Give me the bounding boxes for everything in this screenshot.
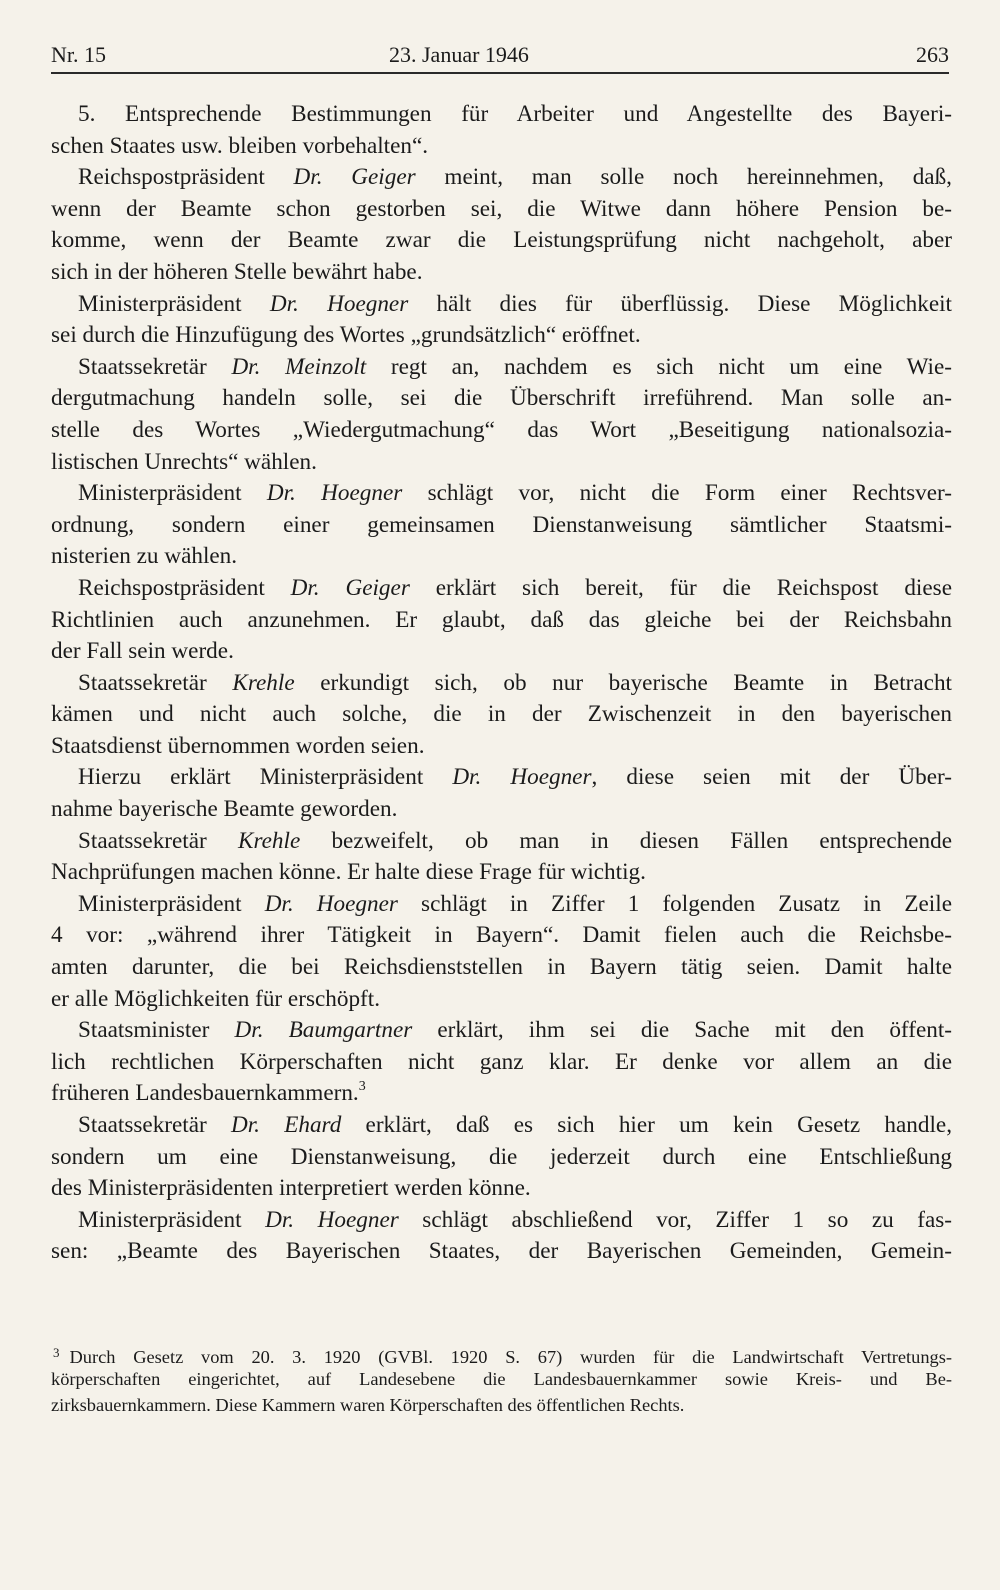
text-segment: 4 vor: „während ihrer Tätigkeit in Bayern“. Damit fielen auch die Reichsbe- [51, 922, 952, 949]
text-line [51, 605, 952, 637]
text-line [51, 194, 952, 226]
text-line [51, 1015, 952, 1047]
footnote-mark: 3 [53, 1345, 60, 1360]
text-line [51, 1078, 952, 1110]
footnote [51, 1340, 952, 1418]
text-line [51, 352, 952, 384]
text-segment: Richtlinien auch anzunehmen. Er glaubt, daß das gleiche bei der Reichsbahn [51, 606, 952, 633]
speaker-name: Dr. Geiger [293, 164, 416, 191]
text-segment: erklärt, ihm sei die Sache mit den öffent- [412, 1017, 953, 1044]
text-segment: bezweifelt, ob man in diesen Fällen entsprechende [300, 827, 953, 854]
text-segment: wenn der Beamte schon gestorben sei, die Witwe dann höhere Pension be- [51, 195, 952, 222]
text-line [51, 1236, 952, 1268]
footnote-line: körperschaften eingerichtet, auf Landesebene die Landesbauernkammer sowie Kreis- und Be- [51, 1369, 952, 1389]
text-segment: Staatsminister [78, 1017, 235, 1044]
footnote-line-text: Durch Gesetz vom 20. 3. 1920 (GVBl. 1920 S. 67) wurden für die Landwirtschaft Vertretungs- [69, 1347, 952, 1367]
page-number: 263 [916, 42, 949, 67]
text-segment: Staatssekretär [78, 669, 233, 696]
text-segment: nisterien zu wählen. [51, 543, 238, 570]
text-segment: Reichspostpräsident [78, 574, 291, 601]
text-line [51, 920, 952, 952]
text-segment: ordnung, sondern einer gemeinsamen Dienstanweisung sämtlicher Staatsmi- [51, 511, 952, 538]
text-line [51, 225, 952, 257]
speaker-name: Dr. Hoegner [452, 764, 592, 791]
text-segment: der Fall sein werde. [51, 638, 234, 665]
speaker-name: Dr. Hoegner [269, 290, 409, 317]
footnote-reference: 3 [358, 1079, 366, 1095]
text-line [51, 383, 952, 415]
text-segment: Staatssekretär [78, 827, 238, 854]
text-segment: meint, man solle noch hereinnehmen, daß, [415, 164, 952, 191]
text-line [51, 131, 952, 163]
text-segment: stelle des Wortes „Wiedergutmachung“ das Wort „Beseitigung nationalsozia- [51, 416, 952, 443]
text-line [51, 510, 952, 542]
text-line [51, 762, 952, 794]
text-segment: lich rechtlichen Körperschaften nicht ganz klar. Er denke vor allem an die [51, 1048, 952, 1075]
body-text [51, 99, 952, 1268]
speaker-name: Dr. Baumgartner [234, 1017, 413, 1044]
text-line [51, 889, 952, 921]
text-segment: Hierzu erklärt Ministerpräsident [78, 764, 453, 791]
text-line [51, 257, 952, 289]
speaker-name: Dr. Geiger [290, 574, 410, 601]
text-line [51, 857, 952, 889]
footnote-line [51, 1340, 952, 1366]
text-line [51, 447, 952, 479]
running-header [51, 40, 949, 76]
footnote-line: zirksbauernkammern. Diese Kammern waren Körperschaften des öffentlichen Rechts. [51, 1395, 685, 1415]
text-segment: früheren Landesbauernkammern. [51, 1080, 359, 1107]
text-segment: regt an, nachdem es sich nicht um eine Wie- [366, 353, 952, 380]
speaker-name: Dr. Ehard [230, 1112, 342, 1138]
speaker-name: Dr. Hoegner [266, 480, 403, 507]
text-segment: Ministerpräsident [78, 480, 267, 507]
text-segment: hält dies für überflüssig. Diese Möglichkeit [408, 290, 952, 317]
text-line [51, 1142, 952, 1174]
text-segment: , diese seien mit der Über- [591, 764, 952, 791]
text-segment: sen: „Beamte des Bayerischen Staates, der Bayerischen Gemeinden, Gemein- [51, 1238, 952, 1265]
header-rule [51, 72, 949, 74]
text-segment: komme, wenn der Beamte zwar die Leistungsprüfung nicht nachgeholt, aber [51, 227, 952, 254]
text-line [51, 668, 952, 700]
text-segment: kämen und nicht auch solche, die in der Zwischenzeit in den bayerischen [51, 701, 952, 728]
text-line [51, 984, 952, 1016]
text-line [51, 1173, 952, 1205]
text-line [51, 636, 952, 668]
text-segment: schen Staates usw. bleiben vorbehalten“. [51, 132, 429, 159]
text-line [51, 1110, 952, 1142]
text-line [51, 99, 952, 131]
text-segment: des Ministerpräsidenten interpretiert werden könne. [51, 1175, 531, 1202]
speaker-name: Dr. Hoegner [265, 1206, 399, 1233]
text-line [51, 573, 952, 605]
text-line [51, 162, 952, 194]
speaker-name: Krehle [232, 669, 295, 696]
text-line [51, 320, 952, 352]
text-line [51, 952, 952, 984]
text-segment: er alle Möglichkeiten für erschöpft. [51, 985, 381, 1012]
text-segment: sei durch die Hinzufügung des Wortes „grundsätzlich“ eröffnet. [51, 322, 641, 349]
text-segment: Staatssekretär [78, 353, 232, 380]
text-segment: Staatssekretär [78, 1112, 231, 1138]
text-segment: Ministerpräsident [78, 1206, 266, 1233]
text-line [51, 541, 952, 573]
text-segment: Nachprüfungen machen könne. Er halte diese Frage für wichtig. [51, 859, 646, 886]
text-segment: schlägt vor, nicht die Form einer Rechtsver- [402, 480, 952, 507]
text-line [51, 289, 952, 321]
text-segment: schlägt in Ziffer 1 folgenden Zusatz in Zeile [397, 890, 952, 917]
text-segment: dergutmachung handeln solle, sei die Überschrift irreführend. Man solle an- [51, 385, 952, 412]
text-line [51, 1205, 952, 1237]
text-segment: Ministerpräsident [78, 290, 270, 317]
text-segment: Staatsdienst übernommen worden seien. [51, 732, 425, 759]
speaker-name: Dr. Hoegner [264, 890, 398, 917]
text-segment: erklärt sich bereit, für die Reichspost diese [409, 574, 952, 601]
speaker-name: Dr. Meinzolt [231, 353, 367, 380]
date: 23. Januar 1946 [389, 42, 529, 67]
text-segment: sich in der höheren Stelle bewährt habe. [51, 258, 423, 285]
speaker-name: Krehle [237, 827, 301, 854]
text-segment: amten darunter, die bei Reichsdienststellen in Bayern tätig seien. Damit halte [51, 954, 952, 981]
text-segment: sondern um eine Dienstanweisung, die jederzeit durch eine Entschließung [51, 1143, 952, 1170]
issue-number: Nr. 15 [51, 42, 106, 67]
text-line [51, 1047, 952, 1079]
text-segment: 5. Entsprechende Bestimmungen für Arbeiter und Angestellte des Bayeri- [78, 101, 952, 127]
text-segment: nahme bayerische Beamte geworden. [51, 796, 398, 823]
text-line [51, 731, 952, 763]
text-segment: Reichspostpräsident [78, 164, 294, 191]
text-line [51, 478, 952, 510]
text-line [51, 826, 952, 858]
text-segment: Ministerpräsident [78, 890, 265, 917]
text-segment: listischen Unrechts“ wählen. [51, 448, 317, 475]
text-segment: erkundigt sich, ob nur bayerische Beamte in Betracht [294, 669, 952, 696]
text-line [51, 415, 952, 447]
text-segment: schlägt abschließend vor, Ziffer 1 so zu fas- [398, 1206, 952, 1233]
text-line [51, 794, 952, 826]
text-line [51, 699, 952, 731]
text-segment: erklärt, daß es sich hier um kein Gesetz handle, [341, 1112, 952, 1138]
